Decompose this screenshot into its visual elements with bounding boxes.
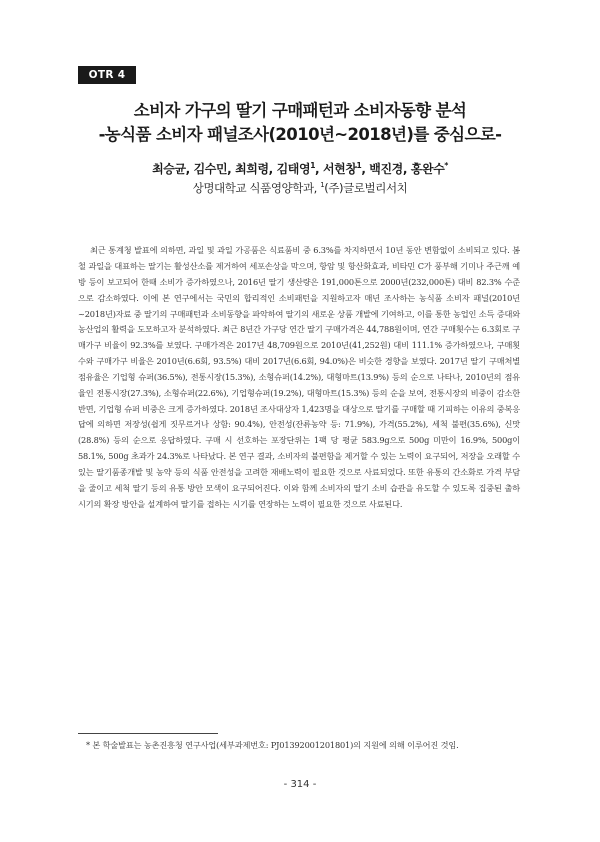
authors-part-1: 최승균, 김수민, 최희령, 김태영 (152, 162, 311, 176)
authors-part-2: , 서현창 (315, 162, 357, 176)
paper-title: 소비자 가구의 딸기 구매패턴과 소비자동향 분석 (133, 101, 467, 120)
affiliation-org: (주)글로벌리서치 (324, 181, 408, 195)
footnote-divider (78, 733, 218, 734)
affiliation (0, 180, 600, 196)
page-number: - 314 - (283, 779, 317, 790)
paper-subtitle: -농식품 소비자 패널조사(2010년~2018년)를 중심으로- (98, 125, 502, 144)
abstract-body: 최근 통계청 발표에 의하면, 과일 및 과일 가공품은 식료품비 중 6.3%를 차지하면서 10년 동안 변함없이 소비되고 있다. 봄철 과일을 대표하는 딸기는 활성산소를 제거하여 세포손상을 막으며, 항암 및 항산화효과, 비타민 C가 풍부해 기미나 주근깨 예방 등이 보고되어 한때 소비가 증가하였으나, 2016년 딸기 생산량은 191,000톤으로 2000년(232,000톤) 대비 82.3% 수준으로 감소하였다. 이에 본 연구에서는 국민의 합리적인 소비패턴을 지원하고자 매년 조사하는 농식품 소비자 패널(2010년~2018년)자료 중 딸기의 구매패턴과 소비동향을 파악하여 딸기의 새로운 상품 개발에 기여하고, 이를 통한 농업인 소득 증대와 농산업의 활력을 도모하고자 분석하였다. 최근 8년간 가구당 연간 딸기 구매가격은 44,788원이며, 연간 구매횟수는 6.3회로 구매가구 비율이 92.3%를 보였다. 구매가격은 2017년 48,709원으로 2010년(41,252원) 대비 111.1% 증가하였으나, 구매횟수와 구매가구 비율은 2010년(6.6회, 93.5%) 대비 2017년(6.6회, 94.0%)은 비슷한 경향을 보였다. 2017년 딸기 구매처별 점유율은 기업형 슈퍼(36.5%), 전통시장(15.3%), 소형슈퍼(14.2%), 대형마트(13.9%) 등의 순으로 나타나, 2010년의 점유율인 전통시장(27.3%), 소형슈퍼(22.6%), 기업형슈퍼(19.2%), 대형마트(15.3%) 등의 순을 보여, 전통시장의 비중이 감소한 반면, 기업형 슈퍼 비중은 크게 증가하였다. 2018년 조사대상자 1,423명을 대상으로 딸기를 구매할 때 기피하는 이유의 중복응답에 의하면 저장성(쉽게 짓무르거나 상함: 90.4%), 안전성(잔류농약 등: 71.9%), 가격(55.2%), 세척 불편(35.6%), 신맛(28.8%) 등의 순으로 응답하였다. 구매 시 선호하는 포장단위는 1팩 당 평균 583.9g으로 500g 미만이 16.9%, 500g이 58.1%, 500g 초과가 24.3%로 나타났다. 본 연구 결과, 소비자의 불편함을 제거할 수 있는 노력이 요구되어, 저장을 오래할 수 있는 딸기품종개발 및 농약 등의 식품 안전성을 고려한 재배노력이 필요한 것으로 사료되었다. 또한 유통의 간소화로 가격 부담을 줄이고 세척 딸기 등의 유통 방안 모색이 요구되어진다. 이와 함께 소비자의 딸기 소비 습관을 유도할 수 있도록 집중된 출하시기의 확장 방안을 설계하여 딸기를 접하는 시기를 연장하는 노력이 필요한 것으로 사료된다. (78, 245, 520, 509)
author-affiliation-mark: 1 (356, 161, 362, 170)
author-list (0, 160, 600, 177)
footnote: * 본 학술발표는 농촌진흥청 연구사업(세부과제번호: PJ01392001201801)의 지원에 의해 이루어진 것임. (86, 740, 459, 750)
corresponding-author-mark: * (444, 161, 448, 170)
authors-part-3: , 백진경, 홍완수 (361, 162, 445, 176)
author-affiliation-mark: 1 (310, 161, 316, 170)
affiliation-mark: 1 (320, 181, 325, 190)
section-badge: OTR 4 (78, 66, 136, 84)
affiliation-main: 상명대학교 식품영양학과, (192, 181, 321, 195)
